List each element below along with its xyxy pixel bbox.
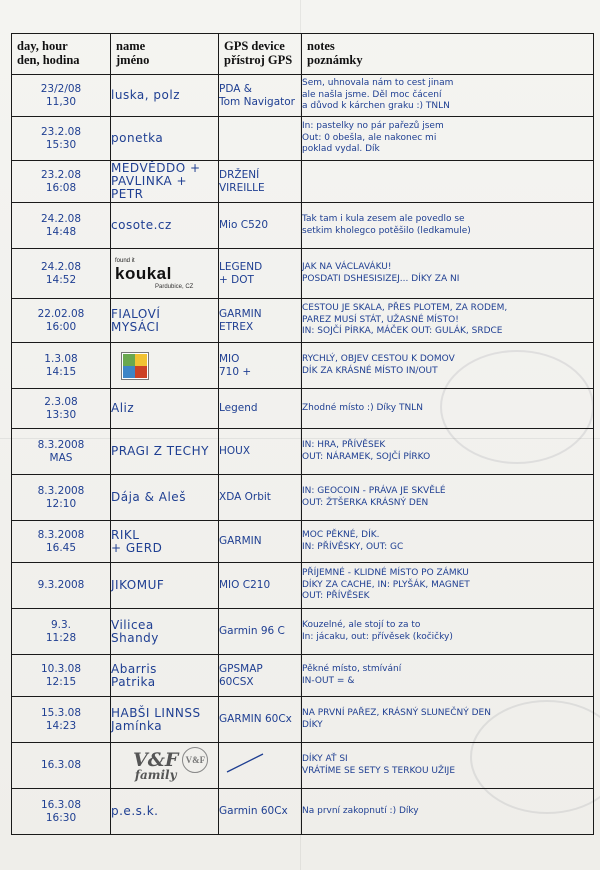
entry-notes-cell bbox=[302, 389, 594, 429]
entry-notes-cell bbox=[302, 429, 594, 475]
handwritten-text: Vilicea bbox=[111, 617, 154, 632]
entry-date-cell bbox=[12, 389, 111, 429]
handwritten-text: PDA & bbox=[219, 82, 252, 95]
logo-badge-icon bbox=[182, 747, 208, 773]
handwritten-text: 24.2.08 bbox=[40, 260, 82, 273]
handwritten-text: 22.02.08 bbox=[37, 307, 85, 320]
entry-name-cell bbox=[111, 75, 219, 117]
handwritten-text: poklad vydal. Dík bbox=[302, 144, 380, 155]
entry-date-cell bbox=[12, 609, 111, 655]
handwritten-text: XDA Orbit bbox=[219, 491, 271, 503]
entry-name-cell bbox=[111, 161, 219, 203]
logbook-entries bbox=[12, 75, 594, 835]
handwritten-text: Legend bbox=[219, 402, 258, 414]
handwritten-text: 23.2.08 bbox=[40, 125, 82, 138]
handwritten-text: IN: SOJČÍ PÍRKA, MÁČEK OUT: GULÁK, SRDCE bbox=[302, 326, 503, 337]
handwritten-text: 23.2.08 bbox=[40, 168, 82, 181]
geocache-sticker-icon bbox=[121, 352, 149, 380]
handwritten-text: PRAGI Z TECHY bbox=[111, 444, 209, 458]
handwritten-text: RIKL bbox=[111, 527, 140, 542]
entry-gps-cell bbox=[219, 75, 302, 117]
entry-date-cell bbox=[12, 429, 111, 475]
entry-date-cell bbox=[12, 299, 111, 343]
entry-name-cell bbox=[111, 299, 219, 343]
logo-title: koukal bbox=[115, 263, 172, 283]
entry-gps-cell bbox=[219, 789, 302, 835]
entry-gps-cell bbox=[219, 117, 302, 161]
table-row bbox=[12, 697, 594, 743]
handwritten-text: Na první zakopnutí :) Díky bbox=[302, 805, 419, 816]
entry-date-cell bbox=[12, 475, 111, 521]
entry-date-cell bbox=[12, 743, 111, 789]
entry-name-cell bbox=[111, 743, 219, 789]
handwritten-text: Garmin 60Cx bbox=[219, 805, 288, 817]
handwritten-text: PETR bbox=[111, 187, 144, 201]
handwritten-text: DÍKY ZA CACHE, IN: PLYŠÁK, MAGNET bbox=[302, 579, 470, 590]
handwritten-text: LEGEND bbox=[219, 260, 263, 273]
entry-gps-cell bbox=[219, 563, 302, 609]
entry-notes-cell bbox=[302, 743, 594, 789]
handwritten-text: p.e.s.k. bbox=[111, 804, 159, 818]
handwritten-text: IN: HRA, PŘÍVĚSEK bbox=[302, 440, 386, 450]
table-header-row bbox=[12, 34, 594, 75]
handwritten-text: 10.3.08 bbox=[40, 662, 82, 675]
handwritten-text: GPSMAP bbox=[219, 662, 263, 675]
handwritten-text: In: jácaku, out: přívěsek (kočičky) bbox=[302, 631, 453, 642]
handwritten-text: JAK NA VÁCLAVÁKU! bbox=[302, 262, 392, 272]
handwritten-text: OUT: ŽTŠERKA KRÁSNÝ DEN bbox=[302, 497, 429, 508]
handwritten-text: MEDVĚDDO + bbox=[111, 161, 201, 175]
handwritten-text: 24.2.08 bbox=[40, 212, 82, 225]
handwritten-text: Tom Navigator bbox=[219, 95, 295, 108]
logbook-table bbox=[11, 33, 594, 835]
handwritten-text: 12:10 bbox=[45, 497, 77, 510]
entry-notes-cell bbox=[302, 609, 594, 655]
handwritten-text: DÍKY AŤ SI bbox=[302, 754, 348, 764]
entry-notes-cell bbox=[302, 697, 594, 743]
entry-date-cell bbox=[12, 521, 111, 563]
handwritten-text: PAREZ MUSÍ STÁT, UŽASNÉ MÍSTO! bbox=[302, 314, 459, 325]
handwritten-text: ale našla jsme. Děl moc čácení bbox=[302, 89, 442, 100]
entry-date-cell bbox=[12, 697, 111, 743]
handwritten-text: ETREX bbox=[219, 320, 254, 333]
entry-name-cell bbox=[111, 789, 219, 835]
badge-text: V&F bbox=[185, 754, 206, 765]
logo-title: V&F bbox=[133, 749, 179, 771]
handwritten-text: Kouzelné, ale stojí to za to bbox=[302, 620, 421, 630]
koukal-logo bbox=[115, 258, 218, 290]
handwritten-text: luska, polz bbox=[111, 88, 181, 102]
handwritten-text: GARMIN 60Cx bbox=[219, 713, 292, 725]
handwritten-text: OUT: NÁRAMEK, SOJČÍ PÍRKO bbox=[302, 451, 431, 462]
entry-date-cell bbox=[12, 343, 111, 389]
handwritten-text: 15:30 bbox=[45, 138, 77, 151]
table-row bbox=[12, 655, 594, 697]
handwritten-text: PAVLINKA + bbox=[111, 174, 188, 188]
handwritten-text: 11,30 bbox=[45, 95, 77, 108]
handwritten-text: cosote.cz bbox=[111, 218, 172, 232]
handwritten-text: 16:08 bbox=[45, 181, 77, 194]
entry-gps-cell bbox=[219, 389, 302, 429]
handwritten-text: VIREILLE bbox=[219, 181, 265, 194]
handwritten-text: 16.3.08 bbox=[40, 759, 82, 771]
table-row bbox=[12, 249, 594, 299]
entry-date-cell bbox=[12, 75, 111, 117]
handwritten-text: DRŽENÍ bbox=[219, 168, 260, 181]
handwritten-text: MIO bbox=[219, 352, 240, 365]
handwritten-text: IN-OUT = & bbox=[302, 675, 355, 686]
handwritten-text: 15.3.08 bbox=[40, 706, 82, 719]
handwritten-text: Abarris bbox=[111, 661, 157, 676]
entry-notes-cell bbox=[302, 563, 594, 609]
handwritten-text: JIKOMUF bbox=[111, 578, 165, 592]
entry-notes-cell bbox=[302, 249, 594, 299]
entry-date-cell bbox=[12, 117, 111, 161]
handwritten-text: Jamínka bbox=[111, 718, 163, 733]
handwritten-text: MYSÁCI bbox=[111, 319, 160, 334]
handwritten-text: HOUX bbox=[219, 445, 251, 457]
handwritten-text: GARMIN bbox=[219, 535, 262, 547]
entry-notes-cell bbox=[302, 75, 594, 117]
entry-date-cell bbox=[12, 563, 111, 609]
handwritten-text: 11:28 bbox=[45, 631, 77, 644]
handwritten-text: 23/2/08 bbox=[40, 82, 82, 95]
handwritten-text: 9.3. bbox=[50, 618, 72, 631]
handwritten-text: 8.3.2008 bbox=[37, 484, 85, 497]
handwritten-text: 16:00 bbox=[45, 320, 77, 333]
handwritten-text: 14:23 bbox=[45, 719, 77, 732]
handwritten-text: 710 + bbox=[219, 365, 252, 378]
handwritten-text: OUT: PŘÍVĚSEK bbox=[302, 591, 370, 602]
handwritten-text: Out: 0 obešla, ale nakonec mi bbox=[302, 132, 437, 143]
handwritten-text: IN: GEOCOIN - PRÁVA JE SKVĚLÉ bbox=[302, 486, 446, 496]
table-row bbox=[12, 343, 594, 389]
handwritten-text: Garmin 96 C bbox=[219, 625, 285, 637]
header-name: name jméno bbox=[111, 34, 219, 75]
header-notes: notes poznámky bbox=[302, 34, 594, 75]
handwritten-text: setkim kholegco potěšilo (ledkamule) bbox=[302, 225, 471, 236]
entry-date-cell bbox=[12, 161, 111, 203]
table-row bbox=[12, 521, 594, 563]
entry-notes-cell bbox=[302, 789, 594, 835]
handwritten-text: Aliz bbox=[111, 401, 135, 415]
entry-gps-cell bbox=[219, 475, 302, 521]
table-row bbox=[12, 429, 594, 475]
entry-name-cell bbox=[111, 609, 219, 655]
handwritten-text: HABŠI LINNSS bbox=[111, 705, 201, 720]
handwritten-text: CESTOU JE SKALA, PŘES PLOTEM, ZA RODEM, bbox=[302, 303, 508, 314]
handwritten-text: DÍK ZA KRÁSNÉ MÍSTO IN/OUT bbox=[302, 365, 438, 376]
handwritten-text: Shandy bbox=[111, 630, 159, 645]
entry-notes-cell bbox=[302, 475, 594, 521]
entry-notes-cell bbox=[302, 203, 594, 249]
entry-name-cell bbox=[111, 655, 219, 697]
handwritten-text: 12:15 bbox=[45, 675, 77, 688]
handwritten-text: IN: PŘÍVĚSKY, OUT: GC bbox=[302, 541, 404, 552]
handwritten-text: 13:30 bbox=[45, 408, 77, 421]
handwritten-text: Tak tam i kula zesem ale povedlo se bbox=[302, 214, 465, 224]
entry-gps-cell bbox=[219, 655, 302, 697]
table-row bbox=[12, 743, 594, 789]
entry-date-cell bbox=[12, 655, 111, 697]
table-row bbox=[12, 609, 594, 655]
table-row bbox=[12, 75, 594, 117]
handwritten-text: 16:30 bbox=[45, 811, 77, 824]
entry-notes-cell bbox=[302, 161, 594, 203]
entry-gps-cell bbox=[219, 697, 302, 743]
logo-subtitle: family bbox=[134, 768, 177, 782]
handwritten-text: 9.3.2008 bbox=[37, 579, 85, 591]
entry-gps-cell bbox=[219, 521, 302, 563]
logo-subtitle: Pardubice, CZ bbox=[155, 283, 194, 290]
handwritten-text: 14:15 bbox=[45, 365, 77, 378]
vf-family-logo bbox=[133, 749, 218, 782]
handwritten-text: FIALOVÍ bbox=[111, 306, 161, 321]
handwritten-text: 16.45 bbox=[45, 541, 77, 554]
entry-name-cell bbox=[111, 697, 219, 743]
entry-gps-cell bbox=[219, 161, 302, 203]
entry-notes-cell bbox=[302, 655, 594, 697]
handwritten-text: MAS bbox=[49, 451, 73, 464]
header-gps: GPS device přístroj GPS bbox=[219, 34, 302, 75]
table-row bbox=[12, 475, 594, 521]
entry-date-cell bbox=[12, 249, 111, 299]
entry-gps-cell bbox=[219, 203, 302, 249]
entry-name-cell bbox=[111, 521, 219, 563]
handwritten-text: ponetka bbox=[111, 131, 164, 145]
handwritten-text: Zhodné místo :) Díky TNLN bbox=[302, 402, 423, 413]
entry-name-cell bbox=[111, 475, 219, 521]
handwritten-text: a důvod k kárchen graku :) TNLN bbox=[302, 101, 450, 112]
entry-gps-cell bbox=[219, 299, 302, 343]
handwritten-text: 1.3.08 bbox=[44, 352, 78, 365]
handwritten-text: RYCHLÝ, OBJEV CESTOU K DOMOV bbox=[302, 354, 455, 364]
entry-gps-cell bbox=[219, 429, 302, 475]
header-date: day, hour den, hodina bbox=[12, 34, 111, 75]
entry-name-cell bbox=[111, 249, 219, 299]
entry-notes-cell bbox=[302, 343, 594, 389]
entry-name-cell bbox=[111, 389, 219, 429]
entry-notes-cell bbox=[302, 521, 594, 563]
entry-date-cell bbox=[12, 789, 111, 835]
handwritten-text: DÍKY bbox=[302, 719, 323, 730]
handwritten-text: NA PRVNÍ PAŘEZ, KRÁSNÝ SLUNEČNÝ DEN bbox=[302, 708, 491, 718]
handwritten-text: Pěkné místo, stmívání bbox=[302, 664, 402, 674]
entry-date-cell bbox=[12, 203, 111, 249]
handwritten-text: 16.3.08 bbox=[40, 798, 82, 811]
dash-mark bbox=[219, 750, 279, 776]
entry-name-cell bbox=[111, 563, 219, 609]
handwritten-text: POSDATI DSHESISIZEJ... DÍKY ZA NI bbox=[302, 273, 460, 284]
handwritten-text: 14:48 bbox=[45, 225, 77, 238]
handwritten-text: Sem, uhnovala nám to cest jinam bbox=[302, 78, 454, 89]
handwritten-text: In: pastelky no pár pařezů jsem bbox=[302, 121, 444, 132]
handwritten-text: MOC PĚKNÉ, DÍK. bbox=[302, 530, 380, 540]
table-row bbox=[12, 161, 594, 203]
handwritten-text: + DOT bbox=[219, 273, 254, 286]
handwritten-text: Patrika bbox=[111, 674, 156, 689]
entry-name-cell bbox=[111, 429, 219, 475]
handwritten-text: GARMIN bbox=[219, 307, 262, 320]
logo-caption: found it bbox=[115, 257, 135, 264]
handwritten-text: Mio C520 bbox=[219, 219, 269, 231]
handwritten-text: + GERD bbox=[111, 540, 163, 555]
handwritten-text: MIO C210 bbox=[219, 579, 271, 591]
table-row bbox=[12, 299, 594, 343]
entry-gps-cell bbox=[219, 743, 302, 789]
table-row bbox=[12, 789, 594, 835]
table-row bbox=[12, 203, 594, 249]
handwritten-text: PŘÍJEMNÉ - KLIDNÉ MÍSTO PO ZÁMKU bbox=[302, 568, 469, 579]
handwritten-text: VRÁTÍME SE SETY S TERKOU UŽIJE bbox=[302, 765, 456, 776]
handwritten-text: 2.3.08 bbox=[44, 395, 78, 408]
handwritten-text: 14:52 bbox=[45, 273, 77, 286]
entry-name-cell bbox=[111, 343, 219, 389]
entry-notes-cell bbox=[302, 299, 594, 343]
handwritten-text: 8.3.2008 bbox=[37, 528, 85, 541]
handwritten-text: 60CSX bbox=[219, 675, 254, 688]
table-row bbox=[12, 389, 594, 429]
handwritten-text: 8.3.2008 bbox=[37, 438, 85, 451]
entry-gps-cell bbox=[219, 609, 302, 655]
entry-gps-cell bbox=[219, 249, 302, 299]
entry-notes-cell bbox=[302, 117, 594, 161]
handwritten-text: Dája & Aleš bbox=[111, 490, 186, 504]
table-row bbox=[12, 117, 594, 161]
table-row bbox=[12, 563, 594, 609]
entry-gps-cell bbox=[219, 343, 302, 389]
entry-name-cell bbox=[111, 203, 219, 249]
entry-name-cell bbox=[111, 117, 219, 161]
